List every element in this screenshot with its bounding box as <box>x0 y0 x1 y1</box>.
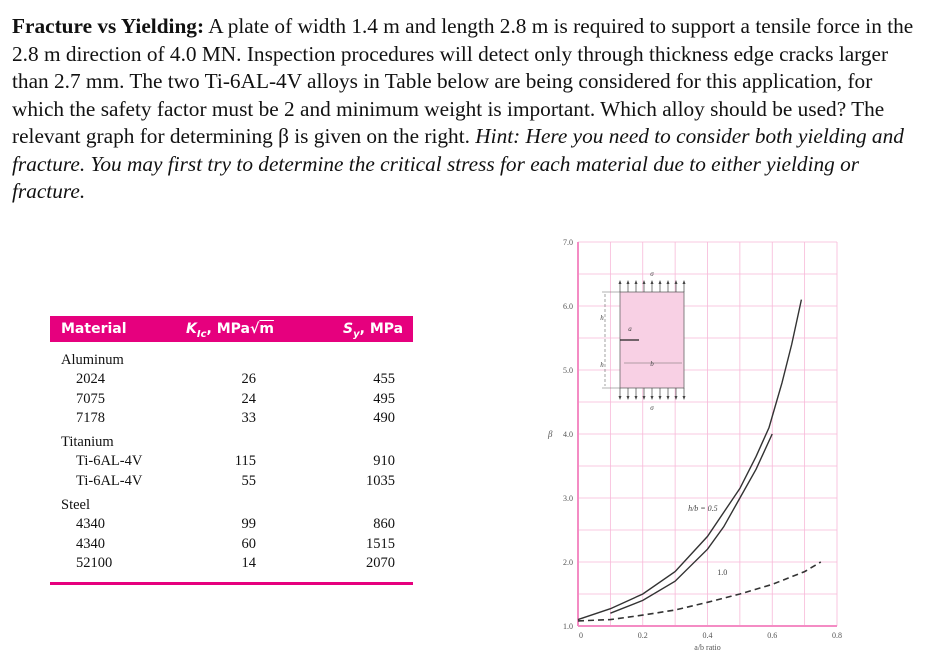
group-heading <box>50 497 413 516</box>
arrowhead-icon <box>651 396 654 400</box>
arrowhead-icon <box>659 280 662 284</box>
arrowhead-icon <box>683 280 686 284</box>
arrowhead-icon <box>667 280 670 284</box>
series-line-0 <box>578 300 801 620</box>
header-material: Material <box>61 321 127 337</box>
problem-body: A plate of width 1.4 m and length 2.8 m is required to support a tensile force in the 2.8 m direction of 4.0 MN. Inspection procedures will detect only through thickness edge cracks larger than 2.7 mm. The two Ti-6AL-4V alloys in Table below are being considered for this application, for which the safety factor must be 2 and minimum weight is important. Which alloy should be used? The relevant graph for determining β is given on the right. <box>12 14 914 148</box>
table-header <box>50 316 413 342</box>
sy-cell: 1515 <box>366 535 395 552</box>
x-tick-label: 0.2 <box>637 631 648 640</box>
inset-label-sigma: σ <box>650 270 654 278</box>
arrowhead-icon <box>619 396 622 400</box>
series-label-h-b-0.5: h/b = 0.5 <box>688 503 718 513</box>
kic-cell: 55 <box>241 472 256 489</box>
header-sy: $S_y$, MPa <box>343 321 404 340</box>
y-tick-label: 2.0 <box>563 558 573 567</box>
sy-cell: 495 <box>373 390 395 407</box>
header-kic: $K_{Ic}$, MPa√m <box>186 321 274 340</box>
series-line-1 <box>610 434 772 613</box>
group-label: Steel <box>61 497 90 514</box>
arrowhead-icon <box>627 396 630 400</box>
table-row <box>50 516 413 535</box>
material-cell: 4340 <box>76 516 105 533</box>
table-row <box>50 555 413 574</box>
arrowhead-icon <box>683 396 686 400</box>
y-tick-label: 6.0 <box>563 302 573 311</box>
group-label: Titanium <box>61 434 114 451</box>
sy-cell: 860 <box>373 516 395 533</box>
arrowhead-icon <box>635 280 638 284</box>
x-tick-label: 0.4 <box>702 631 713 640</box>
y-axis-label: β <box>548 429 553 439</box>
kic-cell: 33 <box>241 409 256 426</box>
arrowhead-icon <box>659 396 662 400</box>
arrowhead-icon <box>627 280 630 284</box>
kic-cell: 115 <box>234 453 256 470</box>
table-row <box>50 410 413 429</box>
problem-hint: Hint: Here you need to consider both yielding and fracture. You may first try to determine the critical stress for each material due to either yielding or fracture. <box>12 124 904 203</box>
arrowhead-icon <box>667 396 670 400</box>
x-tick-label: 0.6 <box>767 631 778 640</box>
table-row <box>50 371 413 390</box>
arrowhead-icon <box>619 280 622 284</box>
inset-label-sigma: σ <box>650 404 654 412</box>
y-tick-label: 5.0 <box>563 366 573 375</box>
kic-cell: 14 <box>241 554 256 571</box>
sy-cell: 910 <box>373 453 395 470</box>
sy-cell: 2070 <box>366 554 395 571</box>
table-row <box>50 453 413 472</box>
material-cell: 7178 <box>76 409 105 426</box>
x-tick-label: 0.8 <box>832 631 842 640</box>
material-cell: 7075 <box>76 390 105 407</box>
y-tick-label: 7.0 <box>563 238 573 247</box>
x-tick-label: 0 <box>579 631 583 640</box>
material-cell: 4340 <box>76 535 105 552</box>
inset-label-b: b <box>650 360 654 368</box>
series-label-1.0: 1.0 <box>717 567 728 577</box>
material-cell: Ti-6AL-4V <box>76 453 143 470</box>
kic-cell: 24 <box>241 390 256 407</box>
sy-cell: 1035 <box>366 472 395 489</box>
kic-cell: 99 <box>241 516 256 533</box>
sy-cell: 455 <box>373 371 395 388</box>
beta-chart <box>540 230 840 659</box>
kic-cell: 26 <box>241 371 256 388</box>
y-tick-label: 1.0 <box>563 622 573 631</box>
y-tick-label: 3.0 <box>563 494 573 503</box>
kic-cell: 60 <box>241 535 256 552</box>
material-cell: 52100 <box>76 554 113 571</box>
group-label: Aluminum <box>61 352 124 368</box>
arrowhead-icon <box>651 280 654 284</box>
material-cell: Ti-6AL-4V <box>76 472 143 489</box>
table-row <box>50 536 413 555</box>
y-tick-label: 4.0 <box>563 430 573 439</box>
material-cell: 2024 <box>76 371 105 388</box>
table-bottom-rule <box>50 582 413 585</box>
materials-table <box>50 316 413 585</box>
group-heading <box>50 434 413 453</box>
inset-label-a: a <box>628 325 632 333</box>
table-row <box>50 473 413 492</box>
problem-title: Fracture vs Yielding: <box>12 14 205 38</box>
sy-cell: 490 <box>373 409 395 426</box>
group-heading <box>50 352 413 371</box>
inset-label-h: h <box>600 361 604 369</box>
inset-label-h: h <box>600 314 604 322</box>
arrowhead-icon <box>635 396 638 400</box>
x-axis-label: a/b ratio <box>694 643 721 652</box>
problem-statement <box>12 13 924 206</box>
table-row <box>50 391 413 410</box>
